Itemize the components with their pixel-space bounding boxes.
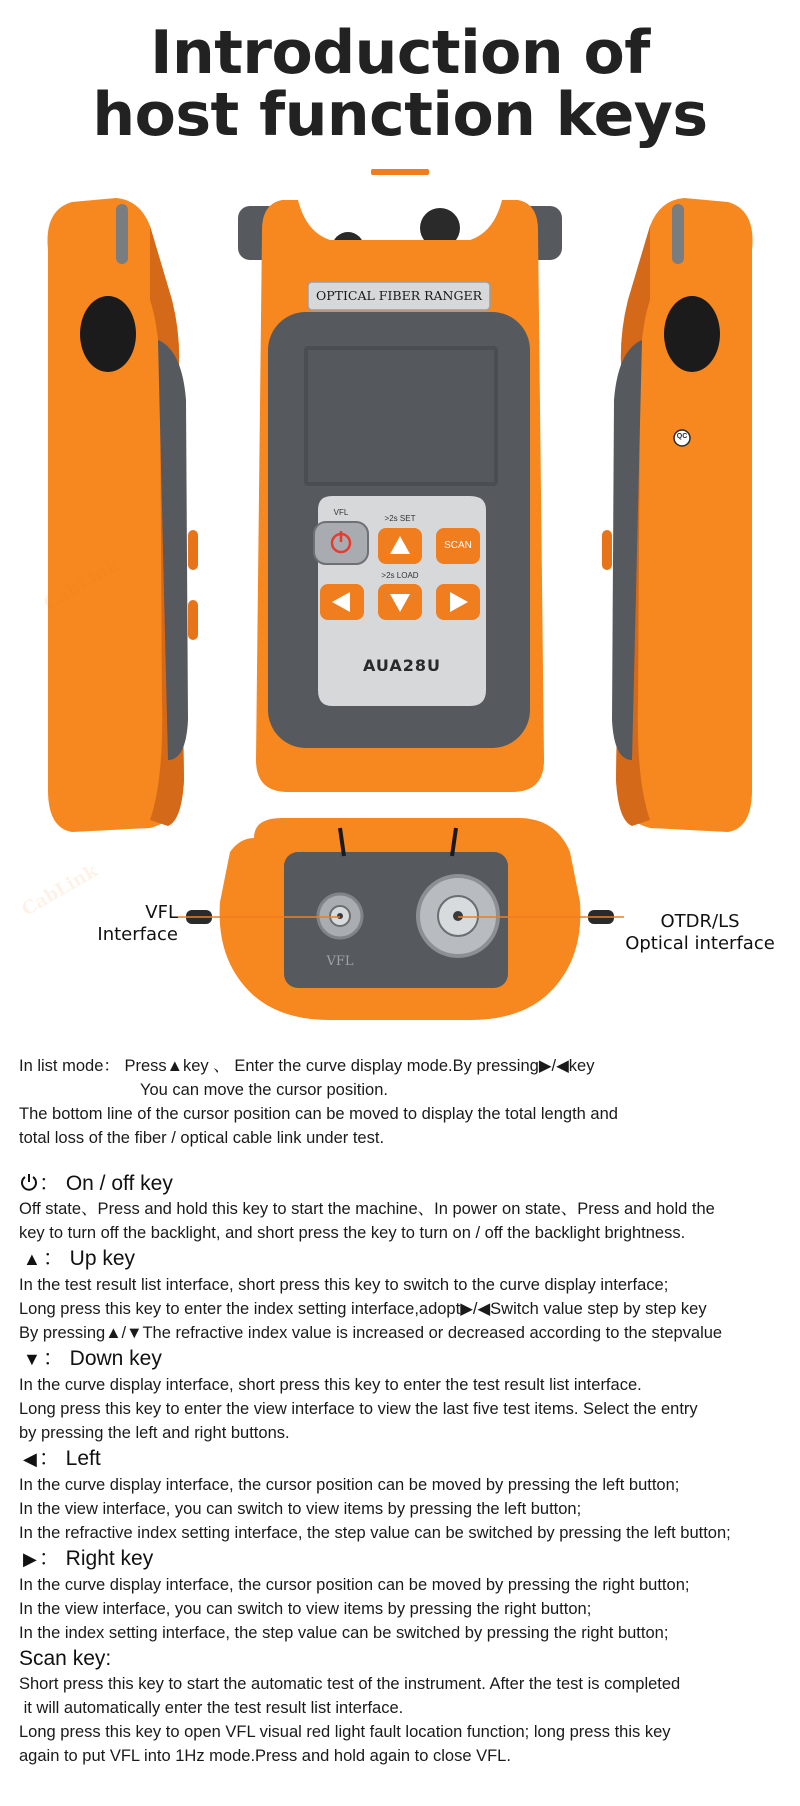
title-line-2: host function keys (92, 80, 708, 150)
scan-key-line-3: Long press this key to open VFL visual red light fault location function; long press this key (19, 1723, 671, 1741)
left-arrow-icon: ◀ (23, 1449, 37, 1469)
up-key-line-3: By pressing▲/▼The refractive index value is increased or decreased according to the stepvalue (19, 1324, 723, 1342)
right-key-line-2: In the view interface, you can switch to view items by pressing the right button; (19, 1600, 592, 1618)
scan-key-line-2: it will automatically enter the test result list interface. (19, 1699, 404, 1717)
set-key-caption: >2s SET (384, 514, 416, 523)
list-mode-line-1: In list mode： Press▲key 、 Enter the curve display mode.By pressing▶/◀key (19, 1057, 595, 1075)
scan-key-heading: Scan key: (19, 1647, 112, 1670)
otdr-interface-callout: OTDR/LS Optical interface (625, 911, 775, 954)
left-key-section (19, 1445, 794, 1545)
down-key-line-3: by pressing the left and right buttons. (19, 1424, 290, 1442)
scan-key-section (19, 1645, 794, 1768)
right-key-line-1: In the curve display interface, the cursor position can be moved by pressing the right button; (19, 1576, 690, 1594)
up-arrow-icon: ▲ (23, 1249, 41, 1269)
power-key-line-2: key to turn off the backlight, and short press the key to turn on / off the backlight brightness. (19, 1224, 686, 1242)
left-key-line-1: In the curve display interface, the cursor position can be moved by pressing the left button; (19, 1476, 680, 1494)
down-key-line-2: Long press this key to enter the view interface to view the last five test items. Select the entry (19, 1400, 698, 1418)
qc-mark: QC (676, 433, 688, 440)
scan-key-line-4: again to put VFL into 1Hz mode.Press and hold again to close VFL. (19, 1747, 511, 1765)
watermark-left: CabLink (40, 554, 124, 615)
right-key-line-3: In the index setting interface, the step value can be switched by pressing the right button; (19, 1624, 669, 1642)
power-icon (19, 1172, 39, 1192)
instructions (19, 1054, 794, 1768)
page-title (0, 18, 800, 150)
right-key-section (19, 1545, 794, 1645)
right-arrow-icon: ▶ (23, 1549, 37, 1569)
up-key-section (19, 1245, 794, 1345)
list-mode-line-4: total loss of the fiber / optical cable link under test. (19, 1129, 385, 1147)
up-key-heading: ▲： Up key (19, 1245, 794, 1273)
down-key-heading: ▼： Down key (19, 1345, 794, 1373)
list-mode-line-3: The bottom line of the cursor position can be moved to display the total length and (19, 1105, 618, 1123)
vfl-port-label: VFL (326, 954, 354, 969)
watermark-top-view: CabLink (18, 860, 102, 921)
up-key-line-1: In the test result list interface, short press this key to switch to the curve display interface; (19, 1276, 669, 1294)
scan-key-line-1: Short press this key to start the automatic test of the instrument. After the test is completed (19, 1675, 681, 1693)
title-underline (371, 169, 429, 175)
power-key-section (19, 1170, 794, 1245)
list-mode-block (19, 1054, 794, 1150)
scan-key-label: SCAN (444, 540, 472, 551)
right-key-heading: ▶： Right key (19, 1545, 794, 1573)
brand-label: OPTICAL FIBER RANGER (315, 288, 482, 303)
down-key-section (19, 1345, 794, 1445)
title-line-1: Introduction of (150, 18, 650, 88)
up-key-line-2: Long press this key to enter the index setting interface,adopt▶/◀Switch value step by step key (19, 1300, 707, 1318)
right-side-view (602, 198, 753, 832)
left-key-line-2: In the view interface, you can switch to view items by pressing the left button; (19, 1500, 582, 1518)
down-key-line-1: In the curve display interface, short press this key to enter the test result list interface. (19, 1376, 642, 1394)
top-view (178, 818, 624, 1020)
left-key-line-3: In the refractive index setting interface, the step value can be switched by pressing the left button; (19, 1524, 731, 1542)
left-key-heading: ◀： Left (19, 1445, 794, 1473)
power-key-heading: ： On / off key (19, 1170, 794, 1197)
down-arrow-icon: ▼ (23, 1349, 41, 1369)
left-side-view (48, 198, 199, 832)
vfl-interface-callout: VFL Interface (97, 902, 178, 945)
load-key-caption: >2s LOAD (381, 571, 419, 580)
model-label: AUA28U (362, 656, 442, 675)
list-mode-line-2: You can move the cursor position. (140, 1081, 388, 1099)
power-key-line-1: Off state、Press and hold this key to start the machine、In power on state、Press and hold the (19, 1200, 715, 1218)
vfl-key-caption: VFL (333, 508, 349, 517)
